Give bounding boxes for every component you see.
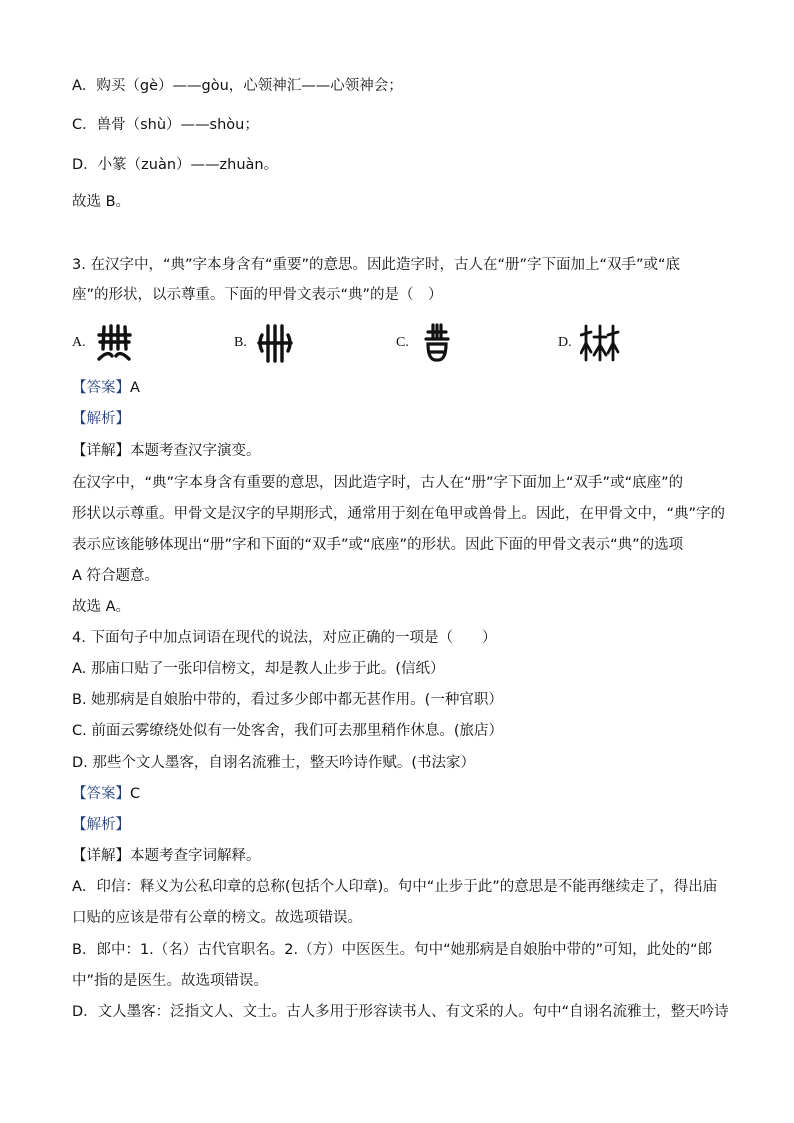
explanation-line: 口贴的应该是带有公章的榜文。故选项错误。 <box>72 910 362 926</box>
question-4-option-d: D. 那些个文人墨客，自诩名流雅士，整天吟诗作赋。(书法家） <box>72 755 476 771</box>
option-c-label: C. <box>396 335 409 350</box>
text-line: 故选 B。 <box>72 194 131 210</box>
oracle-b-icon <box>255 323 295 363</box>
answer-value: A <box>130 380 140 396</box>
text-line: A．购买（gè）——gòu，心领神汇——心领神会； <box>72 78 403 94</box>
explanation-line: D．文人墨客：泛指文人、文士。古人多用于形容读书人、有文采的人。句中“自诩名流雅士，整天吟诗 <box>72 1004 729 1020</box>
detail-intro: 本题考查字词解释。 <box>130 848 261 864</box>
question-4-option-b: B. 她那病是自娘胎中带的，看过多少郎中都无甚作用。(一种官职） <box>72 692 503 708</box>
explanation-line: 表示应该能够体现出“册”字和下面的“双手”或“底座”的形状。因此下面的甲骨文表示“典”的选项 <box>72 537 684 553</box>
question-4-option-c: C. 前面云雾缭绕处似有一处客舍，我们可去那里稍作休息。(旅店） <box>72 723 503 739</box>
question-3-line-1: 3. 在汉字中，“典”字本身含有“重要”的意思。因此造字时，古人在“册”字下面加上“双手”或“底 <box>72 257 681 273</box>
conclusion-line: 故选 A。 <box>72 599 131 615</box>
answer-tag: 【答案】 <box>72 786 130 802</box>
answer-line <box>72 784 140 804</box>
explanation-line: A 符合题意。 <box>72 568 160 584</box>
option-a <box>72 318 134 368</box>
option-b-label: B. <box>234 335 247 350</box>
detail-line <box>72 846 261 866</box>
explanation-line: A．印信：释义为公私印章的总称(包括个人印章)。句中“止步于此”的意思是不能再继续走了，得出庙 <box>72 879 718 895</box>
analysis-tag: 【解析】 <box>72 817 130 833</box>
detail-tag: 【详解】 <box>72 848 130 864</box>
question-4-option-a: A. 那庙口贴了一张印信榜文，却是教人止步于此。(信纸） <box>72 661 445 677</box>
oracle-c-icon <box>417 323 457 363</box>
explanation-line: 形状以示尊重。甲骨文是汉字的早期形式，通常用于刻在龟甲或兽骨上。因此，在甲骨文中，“典”字的 <box>72 506 726 522</box>
question-3-options <box>72 318 672 368</box>
explanation-line: 中”指的是医生。故选项错误。 <box>72 973 269 989</box>
option-b <box>234 318 295 368</box>
option-c <box>396 318 457 368</box>
explanation-line: B．郎中：1.（名）古代官职名。2.（方）中医医生。句中“她那病是自娘胎中带的”可知，此处的“郎 <box>72 942 713 958</box>
text-line: D．小篆（zuàn）——zhuàn。 <box>72 157 279 173</box>
option-d <box>558 318 620 368</box>
answer-line <box>72 378 140 398</box>
analysis-tag: 【解析】 <box>72 411 130 427</box>
answer-tag: 【答案】 <box>72 380 130 396</box>
detail-tag: 【详解】 <box>72 443 130 459</box>
oracle-dian-a-icon <box>94 323 134 363</box>
analysis-line <box>72 815 130 835</box>
detail-line <box>72 441 261 461</box>
text-line: C．兽骨（shù）——shòu； <box>72 117 259 133</box>
option-a-label: A. <box>72 335 86 350</box>
question-4-line: 4. 下面句子中加点词语在现代的说法，对应正确的一项是（ ） <box>72 630 497 646</box>
explanation-line: 在汉字中，“典”字本身含有重要的意思，因此造字时，古人在“册”字下面加上“双手”或“底座”的 <box>72 475 684 491</box>
question-3-line-2: 座”的形状，以示尊重。下面的甲骨文表示“典”的是（ ） <box>72 287 443 303</box>
detail-intro: 本题考查汉字演变。 <box>130 443 261 459</box>
analysis-line <box>72 409 130 429</box>
answer-value: C <box>130 786 141 802</box>
oracle-d-icon <box>580 323 620 363</box>
option-d-label: D. <box>558 335 572 350</box>
